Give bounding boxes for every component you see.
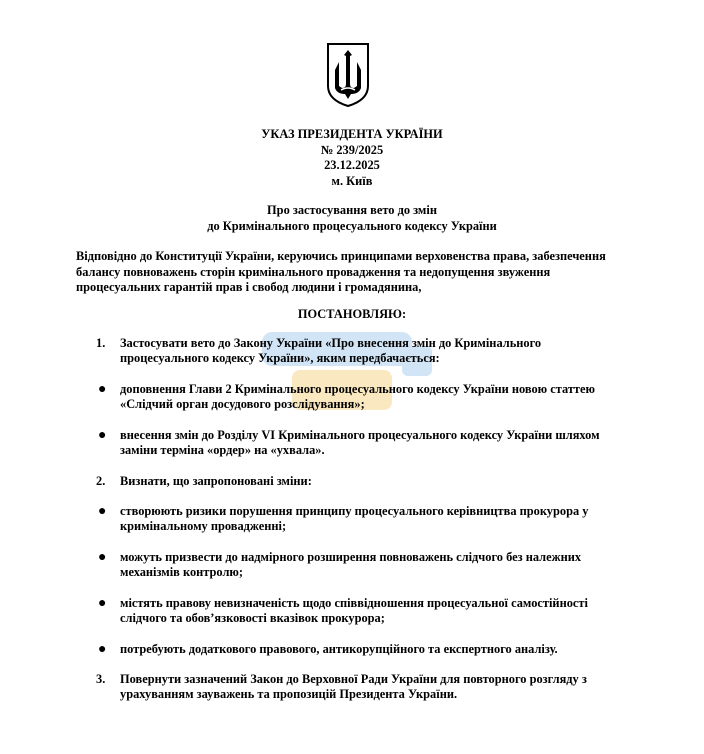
subject-line-2: до Кримінального процесуального кодексу України bbox=[207, 218, 497, 233]
item-text: можуть призвести до надмірного розширення повноважень слідчого без належних механізмів контролю; bbox=[120, 550, 582, 579]
decree-number: № 239/2025 bbox=[320, 142, 384, 157]
subject-line-1: Про застосування вето до змін bbox=[267, 203, 437, 217]
item-text: доповнення Глави 2 Кримінального процесуального кодексу України новою статтею «Слідчий орган досудового розслідування»; bbox=[120, 382, 595, 411]
decree-city: м. Київ bbox=[331, 173, 373, 188]
item-marker: 3. bbox=[96, 672, 106, 686]
decree-title: УКАЗ ПРЕЗИДЕНТА УКРАЇНИ bbox=[261, 127, 443, 141]
bullet-icon: ● bbox=[98, 504, 107, 519]
item-text: потребують додаткового правового, антикорупційного та експертного аналізу. bbox=[120, 642, 558, 656]
bullet-icon: ● bbox=[98, 642, 107, 657]
item-text: внесення змін до Розділу VI Кримінального процесуального кодексу України шляхом заміни терміна «ордер» на «ухвала». bbox=[120, 428, 600, 457]
item-text: містять правову невизначеність щодо співвідношення процесуальної самостійності слідчого та обов’язковості вказівок прокурора; bbox=[120, 596, 588, 625]
trident-coat-of-arms-icon bbox=[325, 42, 371, 108]
item-marker: 1. bbox=[96, 336, 106, 350]
decree-word: ПОСТАНОВЛЯЮ: bbox=[297, 307, 407, 321]
bullet-icon: ● bbox=[98, 428, 107, 443]
preamble-paragraph: Відповідно до Конституції України, керуючись принципами верховенства права, забезпечення балансу повноважень сторін кримінального провадження та недопущення звуження процесуальних гарантій прав і свобод людини і громадянина, bbox=[76, 249, 606, 294]
item-marker: 2. bbox=[96, 474, 106, 488]
item-text: Повернути зазначений Закон до Верховної Ради України для повторного розгляду з урахуванням зауважень та пропозицій Президента України. bbox=[120, 672, 587, 701]
item-text: Визнати, що запропоновані зміни: bbox=[120, 474, 312, 488]
item-text: Застосувати вето до Закону України «Про внесення змін до Кримінального процесуального кодексу України», яким передбачається: bbox=[120, 336, 542, 365]
bullet-icon: ● bbox=[98, 550, 107, 565]
decree-date: 23.12.2025 bbox=[324, 158, 380, 172]
decree-header bbox=[0, 127, 704, 189]
item-text: створюють ризики порушення принципу процесуального керівництва прокурора у кримінальному провадженні; bbox=[120, 504, 589, 533]
bullet-icon: ● bbox=[98, 596, 107, 611]
bullet-icon: ● bbox=[98, 382, 107, 397]
decree-subject bbox=[0, 203, 704, 234]
